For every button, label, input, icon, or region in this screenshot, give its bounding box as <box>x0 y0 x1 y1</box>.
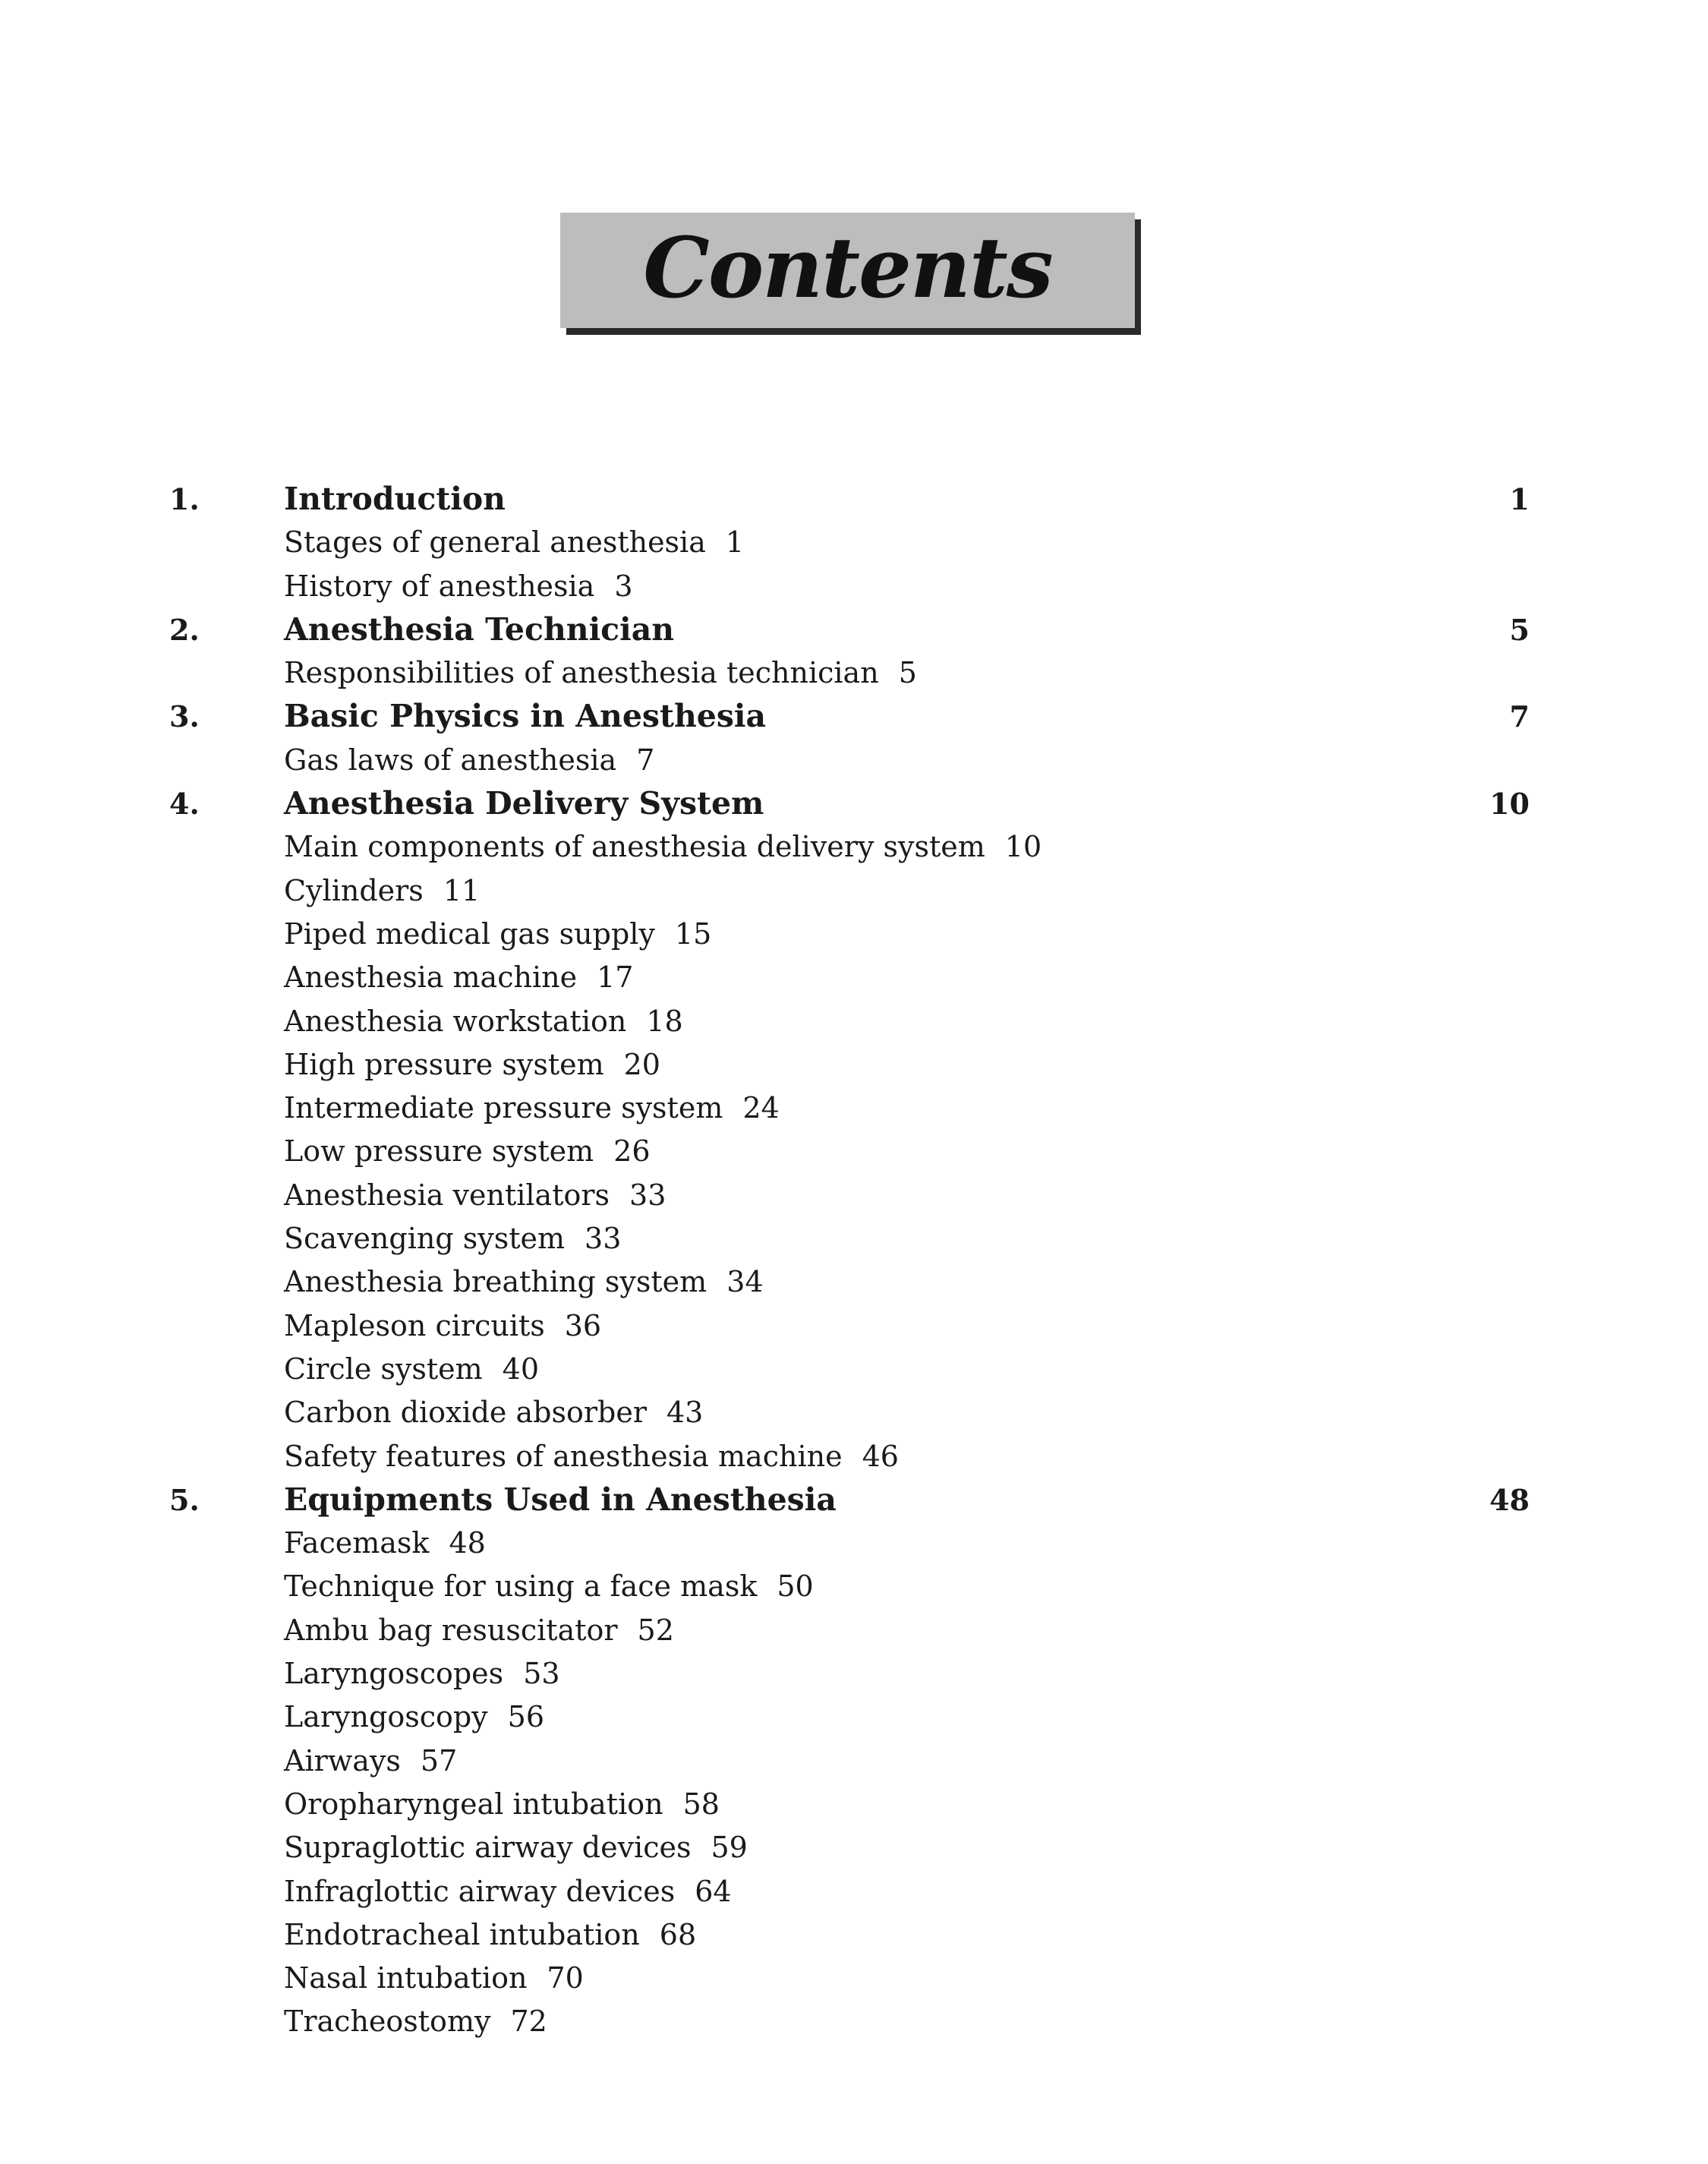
section-title: Anesthesia ventilators <box>284 1178 610 1212</box>
section-title: Facemask <box>284 1526 430 1560</box>
section-entry[interactable] <box>284 1740 457 1783</box>
section-entry[interactable] <box>284 1087 780 1130</box>
section-page-number: 34 <box>726 1265 764 1299</box>
section-title: Laryngoscopes <box>284 1657 504 1691</box>
section-title: Airways <box>284 1743 401 1778</box>
chapter-row[interactable] <box>0 782 1708 825</box>
section-entry[interactable] <box>284 1130 651 1173</box>
section-page-number: 5 <box>898 656 917 690</box>
section-row[interactable] <box>0 869 1708 913</box>
chapter-page-number: 10 <box>1489 787 1530 822</box>
section-page-number: 17 <box>597 961 634 995</box>
chapter-row[interactable] <box>0 608 1708 651</box>
section-row[interactable] <box>0 1217 1708 1260</box>
section-entry[interactable] <box>284 739 654 782</box>
section-title: Safety features of anesthesia machine <box>284 1439 843 1473</box>
section-row[interactable] <box>0 1304 1708 1348</box>
chapter-row[interactable] <box>0 695 1708 738</box>
section-page-number: 36 <box>564 1308 602 1342</box>
section-title: Anesthesia workstation <box>284 1004 627 1038</box>
section-entry[interactable] <box>284 956 633 999</box>
chapter-title[interactable]: Introduction <box>284 481 506 517</box>
chapter-title[interactable]: Basic Physics in Anesthesia <box>284 698 767 735</box>
section-page-number: 64 <box>695 1874 732 1908</box>
chapter-title[interactable]: Equipments Used in Anesthesia <box>284 1481 837 1518</box>
section-entry[interactable] <box>284 1000 683 1043</box>
chapter-number: 3. <box>169 699 200 734</box>
section-page-number: 70 <box>547 1961 584 1995</box>
section-title: Scavenging system <box>284 1222 566 1256</box>
section-row[interactable] <box>0 2000 1708 2043</box>
section-title: Gas laws of anesthesia <box>284 743 617 777</box>
section-row[interactable] <box>0 1260 1708 1304</box>
section-row[interactable] <box>0 1522 1708 1565</box>
section-title: Endotracheal intubation <box>284 1917 640 1951</box>
section-row[interactable] <box>0 521 1708 564</box>
section-entry[interactable] <box>284 1696 544 1739</box>
section-row[interactable] <box>0 1130 1708 1173</box>
section-title: Main components of anesthesia delivery system <box>284 830 985 864</box>
section-row[interactable] <box>0 1565 1708 1608</box>
section-page-number: 68 <box>659 1917 697 1951</box>
section-title: Cylinders <box>284 873 424 907</box>
section-entry[interactable] <box>284 2000 547 2043</box>
section-row[interactable] <box>0 651 1708 695</box>
section-row[interactable] <box>0 1870 1708 1913</box>
section-entry[interactable] <box>284 1870 732 1913</box>
section-page-number: 46 <box>862 1439 899 1473</box>
section-page-number: 52 <box>637 1613 674 1647</box>
section-row[interactable] <box>0 739 1708 782</box>
section-page-number: 72 <box>510 2005 547 2039</box>
section-entry[interactable] <box>284 1260 764 1304</box>
chapter-page-number: 1 <box>1509 482 1530 516</box>
chapter-title[interactable]: Anesthesia Technician <box>284 610 675 648</box>
table-of-contents <box>0 478 1708 2044</box>
section-page-number: 11 <box>443 873 481 907</box>
chapter-page-number: 7 <box>1509 699 1530 734</box>
chapter-number: 1. <box>169 482 200 516</box>
section-page-number: 26 <box>613 1134 651 1169</box>
section-title: Tracheostomy <box>284 2005 491 2039</box>
section-entry[interactable] <box>284 1217 621 1260</box>
section-entry[interactable] <box>284 869 480 913</box>
section-page-number: 58 <box>682 1787 720 1821</box>
section-entry[interactable] <box>284 1783 720 1826</box>
section-page-number: 33 <box>585 1222 622 1256</box>
section-page-number: 43 <box>666 1396 704 1430</box>
section-row[interactable] <box>0 1348 1708 1391</box>
section-row[interactable] <box>0 1826 1708 1869</box>
section-title: Piped medical gas supply <box>284 916 655 951</box>
chapter-number: 4. <box>169 787 200 822</box>
section-entry[interactable] <box>284 1652 560 1696</box>
section-title: Carbon dioxide absorber <box>284 1396 647 1430</box>
section-page-number: 3 <box>614 569 633 603</box>
section-title: Supraglottic airway devices <box>284 1831 692 1865</box>
section-page-number: 57 <box>420 1743 458 1778</box>
section-entry[interactable] <box>284 1174 666 1217</box>
section-entry[interactable] <box>284 1435 899 1478</box>
section-page-number: 18 <box>646 1004 683 1038</box>
section-entry[interactable] <box>284 651 917 695</box>
section-page-number: 48 <box>449 1526 486 1560</box>
chapter-title[interactable]: Anesthesia Delivery System <box>284 785 764 822</box>
section-entry[interactable] <box>284 521 744 564</box>
section-title: Ambu bag resuscitator <box>284 1613 618 1647</box>
section-row[interactable] <box>0 1609 1708 1652</box>
section-row[interactable] <box>0 1174 1708 1217</box>
section-page-number: 59 <box>711 1831 748 1865</box>
section-row[interactable] <box>0 1391 1708 1434</box>
section-page-number: 7 <box>636 743 655 777</box>
section-title: Circle system <box>284 1352 483 1386</box>
chapter-number: 2. <box>169 612 200 647</box>
section-page-number: 50 <box>777 1569 814 1604</box>
section-title: Technique for using a face mask <box>284 1569 758 1604</box>
section-row[interactable] <box>0 913 1708 956</box>
section-title: Intermediate pressure system <box>284 1091 723 1125</box>
section-entry[interactable] <box>284 1957 584 2000</box>
section-row[interactable] <box>0 1652 1708 1696</box>
section-row[interactable] <box>0 565 1708 608</box>
section-title: Mapleson circuits <box>284 1308 545 1342</box>
chapter-page-number: 5 <box>1509 612 1530 647</box>
section-row[interactable] <box>0 1000 1708 1043</box>
section-entry[interactable] <box>284 565 633 608</box>
chapter-row[interactable] <box>0 478 1708 521</box>
section-row[interactable] <box>0 1783 1708 1826</box>
section-entry[interactable] <box>284 1348 539 1391</box>
section-page-number: 53 <box>523 1657 560 1691</box>
section-row[interactable] <box>0 1913 1708 1957</box>
section-page-number: 40 <box>502 1352 540 1386</box>
section-entry[interactable] <box>284 1391 703 1434</box>
chapter-number: 5. <box>169 1482 200 1517</box>
section-entry[interactable] <box>284 1609 674 1652</box>
section-title: Oropharyngeal intubation <box>284 1787 663 1821</box>
section-title: Infraglottic airway devices <box>284 1874 676 1908</box>
section-title: Stages of general anesthesia <box>284 525 706 560</box>
section-row[interactable] <box>0 1043 1708 1087</box>
section-page-number: 1 <box>725 525 745 560</box>
chapter-page-number: 48 <box>1489 1482 1530 1517</box>
section-title: High pressure system <box>284 1047 604 1081</box>
section-entry[interactable] <box>284 1565 814 1608</box>
section-title: Low pressure system <box>284 1134 594 1169</box>
section-row[interactable] <box>0 1087 1708 1130</box>
section-row[interactable] <box>0 1696 1708 1739</box>
section-title: Nasal intubation <box>284 1961 528 1995</box>
section-entry[interactable] <box>284 1522 486 1565</box>
section-title: Anesthesia machine <box>284 961 578 995</box>
section-entry[interactable] <box>284 1043 660 1087</box>
page-title: Contents <box>643 218 1052 317</box>
section-entry[interactable] <box>284 1913 696 1957</box>
chapter-row[interactable] <box>0 1478 1708 1522</box>
section-page-number: 10 <box>1004 830 1042 864</box>
section-entry[interactable] <box>284 1826 748 1869</box>
contents-title-banner <box>560 213 1135 328</box>
section-entry[interactable] <box>284 825 1042 869</box>
section-row[interactable] <box>0 1740 1708 1783</box>
section-page-number: 56 <box>507 1700 545 1734</box>
section-entry[interactable] <box>284 1304 601 1348</box>
section-row[interactable] <box>0 956 1708 999</box>
section-title: Anesthesia breathing system <box>284 1265 707 1299</box>
section-row[interactable] <box>0 1435 1708 1478</box>
section-entry[interactable] <box>284 913 711 956</box>
section-page-number: 24 <box>742 1091 780 1125</box>
section-title: History of anesthesia <box>284 569 595 603</box>
section-row[interactable] <box>0 825 1708 869</box>
section-page-number: 33 <box>629 1178 666 1212</box>
section-page-number: 15 <box>674 916 712 951</box>
section-title: Responsibilities of anesthesia technician <box>284 656 879 690</box>
section-page-number: 20 <box>623 1047 660 1081</box>
section-title: Laryngoscopy <box>284 1700 488 1734</box>
section-row[interactable] <box>0 1957 1708 2000</box>
